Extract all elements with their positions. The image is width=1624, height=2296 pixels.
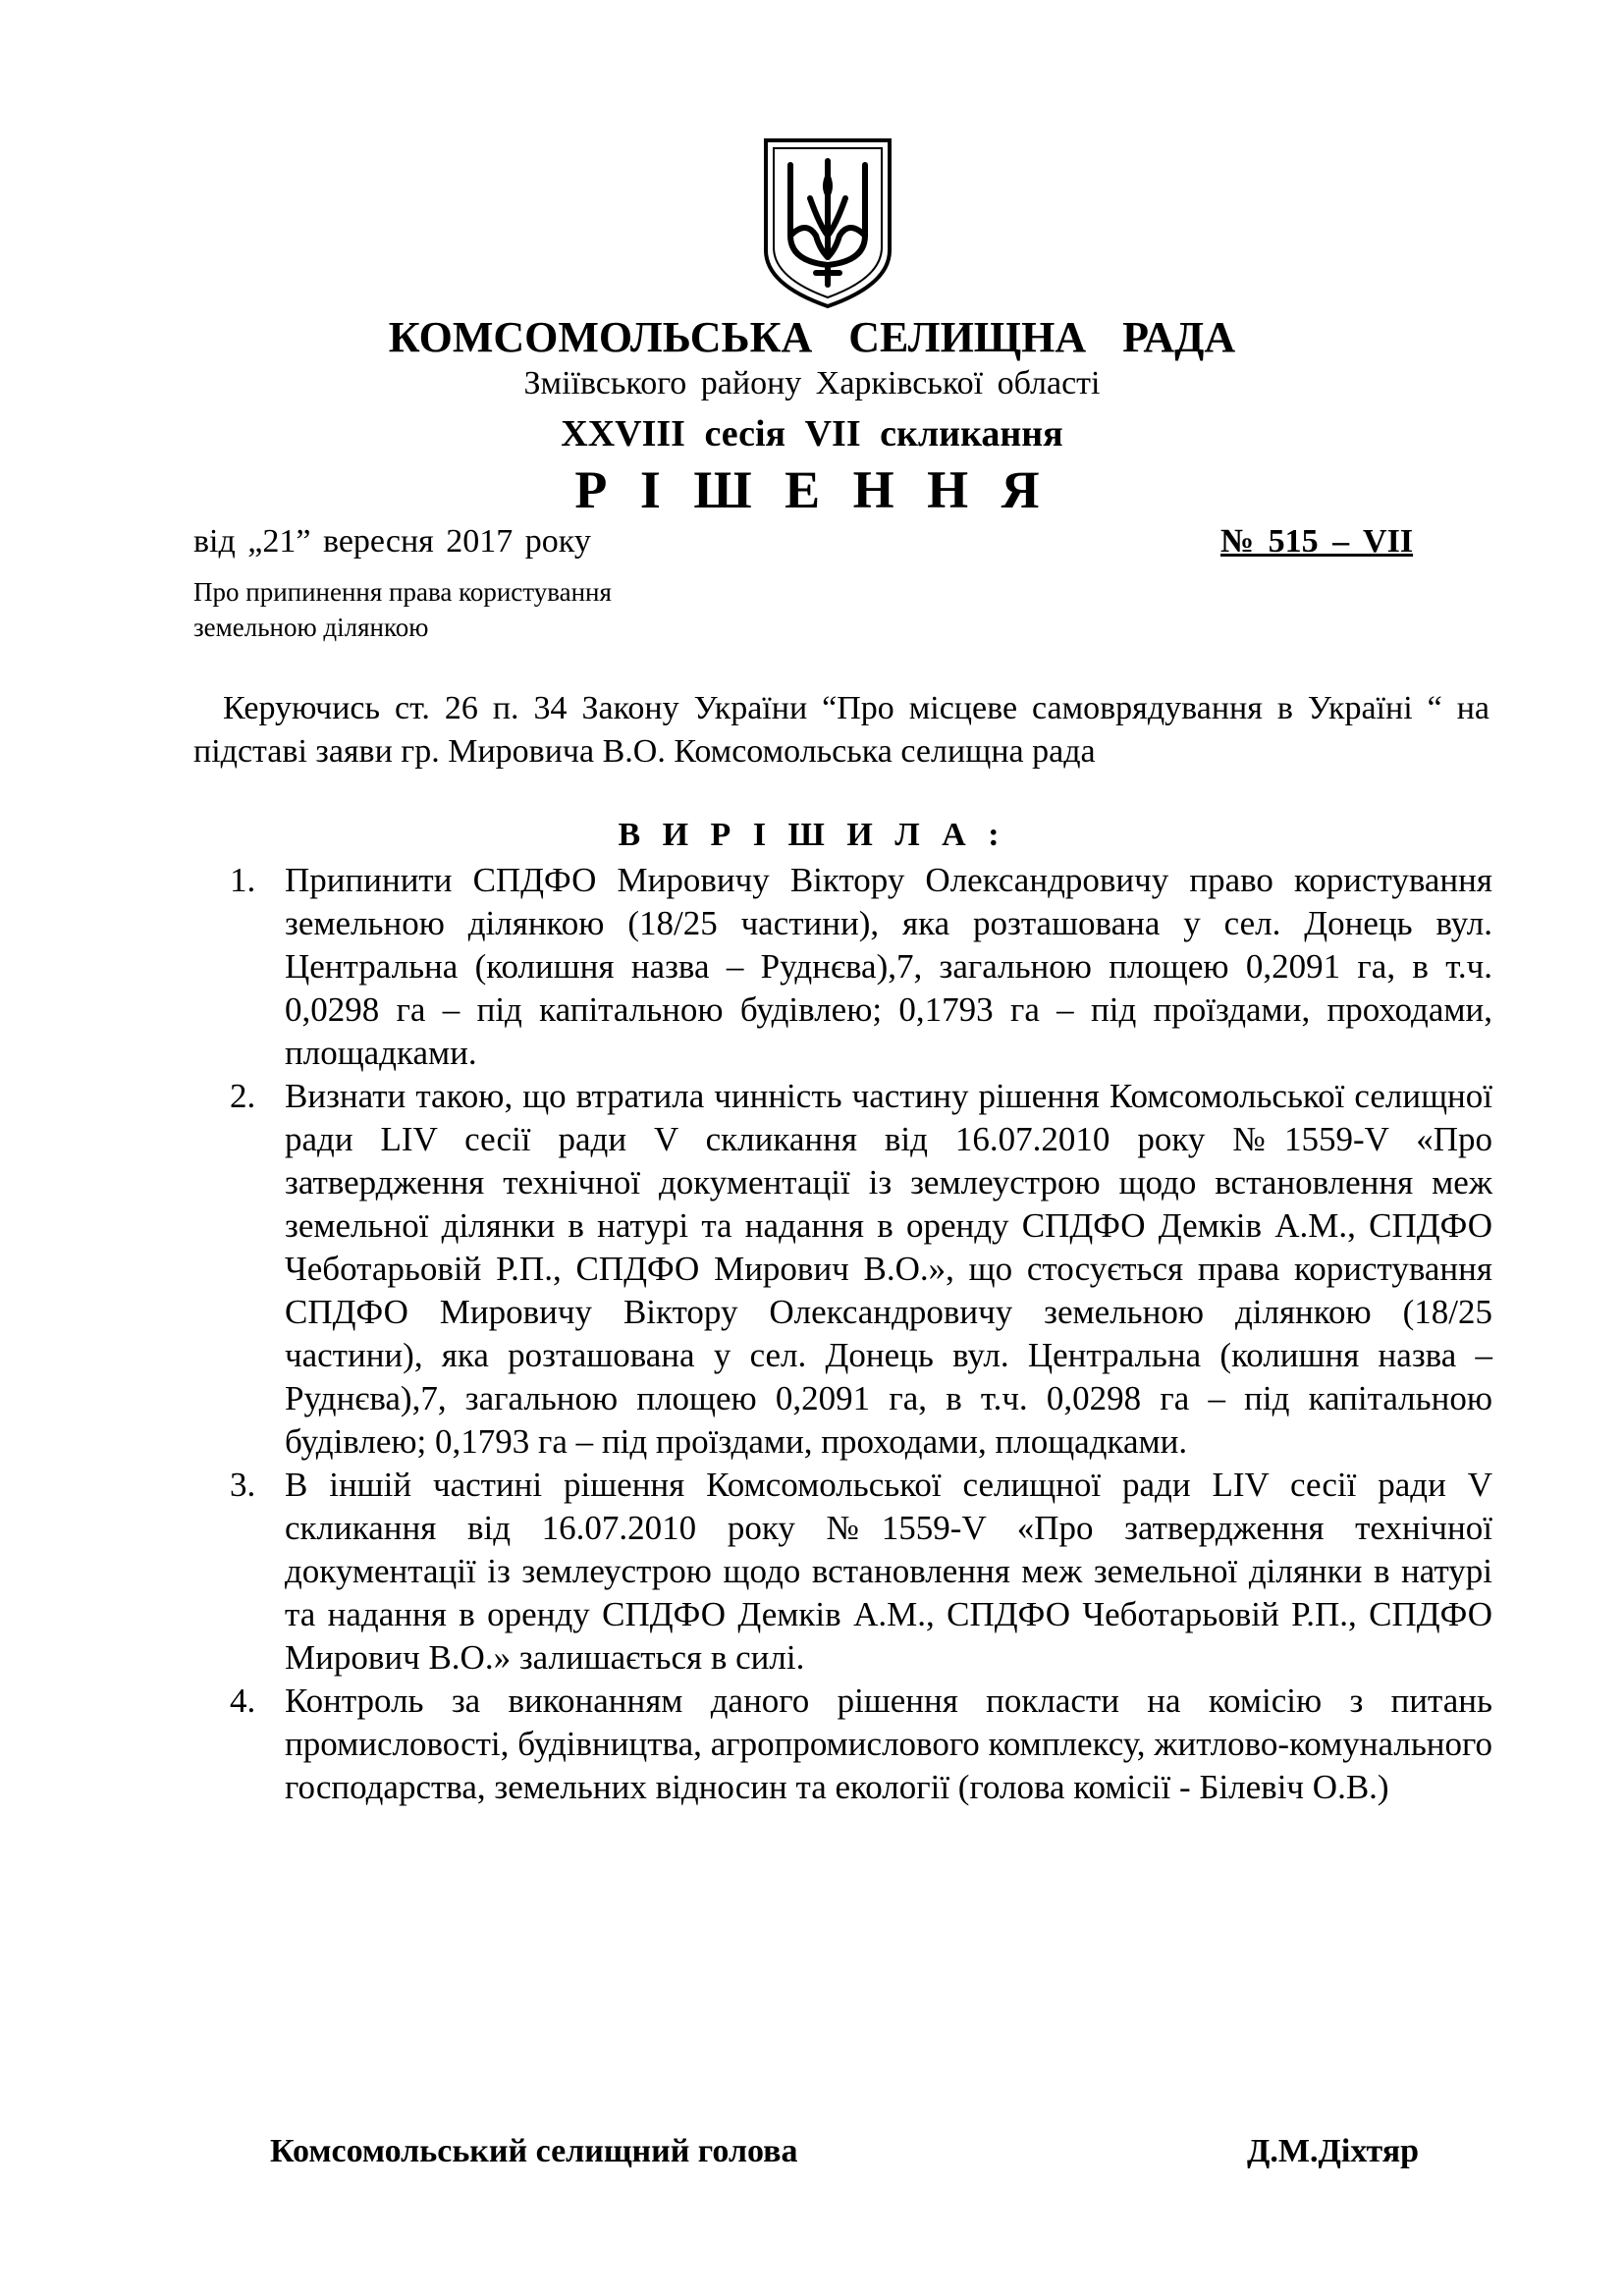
decided-heading: В И Р І Ш И Л А : xyxy=(618,817,1006,853)
decision-items-list xyxy=(230,859,1492,1809)
item-text: Визнати такою, що втратила чинність частину рішення Комсомольської селищної ради LIV сесії ради V скликання від 16.07.2010 року №1559-V «Про затвердження технічної документації із землеустрою щодо встановлення меж земельної ділянки в натурі та надання в оренду СПДФО Демків А.М., СПДФО Чеботарьовій Р.П., СПДФО Мирович В.О.», що стосується права користування СПДФО Мировичу Віктору Олександровичу земельною ділянкою (18/25 частини), яка розташована у сел. Донець вул. Центральна (колишня назва – Руднєва),7, загальною площею 0,2091 га, в т.ч. 0,0298 га – під капітальною будівлею; 0,1793 га – під проїздами, проходами, площадками. xyxy=(285,1077,1492,1461)
council-name: КОМСОМОЛЬСЬКА СЕЛИЩНА РАДА xyxy=(388,313,1236,361)
item-number: 4. xyxy=(230,1682,256,1720)
decision-subject xyxy=(193,574,612,645)
session-line: XXVIII сесія VII скликання xyxy=(561,413,1063,454)
item-text: Припинити СПДФО Мировичу Віктору Олександровичу право користування земельною ділянкою (18/25 частини), яка розташована у сел. Донець вул. Центральна (колишня назва – Руднєва),7, загальною площею 0,2091 га, в т.ч. 0,0298 га – під капітальною будівлею; 0,1793 га – під проїздами, проходами, площадками. xyxy=(285,861,1492,1072)
item-number: 2. xyxy=(230,1077,256,1115)
signatory-name: Д.М.Діхтяр xyxy=(1247,2133,1420,2169)
item-text: Контроль за виконанням даного рішення покласти на комісію з питань промисловості, будівництва, агропромислового комплексу, житлово-комунального господарства, земельних відносин та екології (голова комісії - Білевіч О.В.) xyxy=(285,1682,1492,1806)
decision-item xyxy=(230,1680,1492,1809)
item-number: 3. xyxy=(230,1466,256,1504)
decision-date: від „21” вересня 2017 року xyxy=(193,523,591,560)
subject-line-1: Про припинення права користування xyxy=(193,577,612,607)
decision-item xyxy=(230,1464,1492,1680)
document-title: Р І Ш Е Н Н Я xyxy=(574,460,1050,519)
decision-number: № 515 – VII xyxy=(1220,523,1414,560)
subject-line-2: земельною ділянкою xyxy=(193,613,429,642)
district-line: Зміївського району Харківської області xyxy=(523,365,1101,401)
preamble-paragraph: Керуючись ст. 26 п. 34 Закону України “Про місцеве самоврядування в Україні “ на підставі заяви гр. Мировича В.О. Комсомольська селищна рада xyxy=(193,690,1489,770)
trident-coat-of-arms-icon xyxy=(763,137,893,309)
signatory-position: Комсомольський селищний голова xyxy=(270,2133,798,2169)
decision-item xyxy=(230,859,1492,1075)
item-number: 1. xyxy=(230,861,256,899)
item-text: В іншій частині рішення Комсомольської селищної ради LIV сесії ради V скликання від 16.07.2010 року №1559-V «Про затвердження технічної документації із землеустрою щодо встановлення меж земельної ділянки в натурі та надання в оренду СПДФО Демків А.М., СПДФО Чеботарьовій Р.П., СПДФО Мирович В.О.» залишається в силі. xyxy=(285,1466,1492,1677)
decision-item xyxy=(230,1075,1492,1464)
